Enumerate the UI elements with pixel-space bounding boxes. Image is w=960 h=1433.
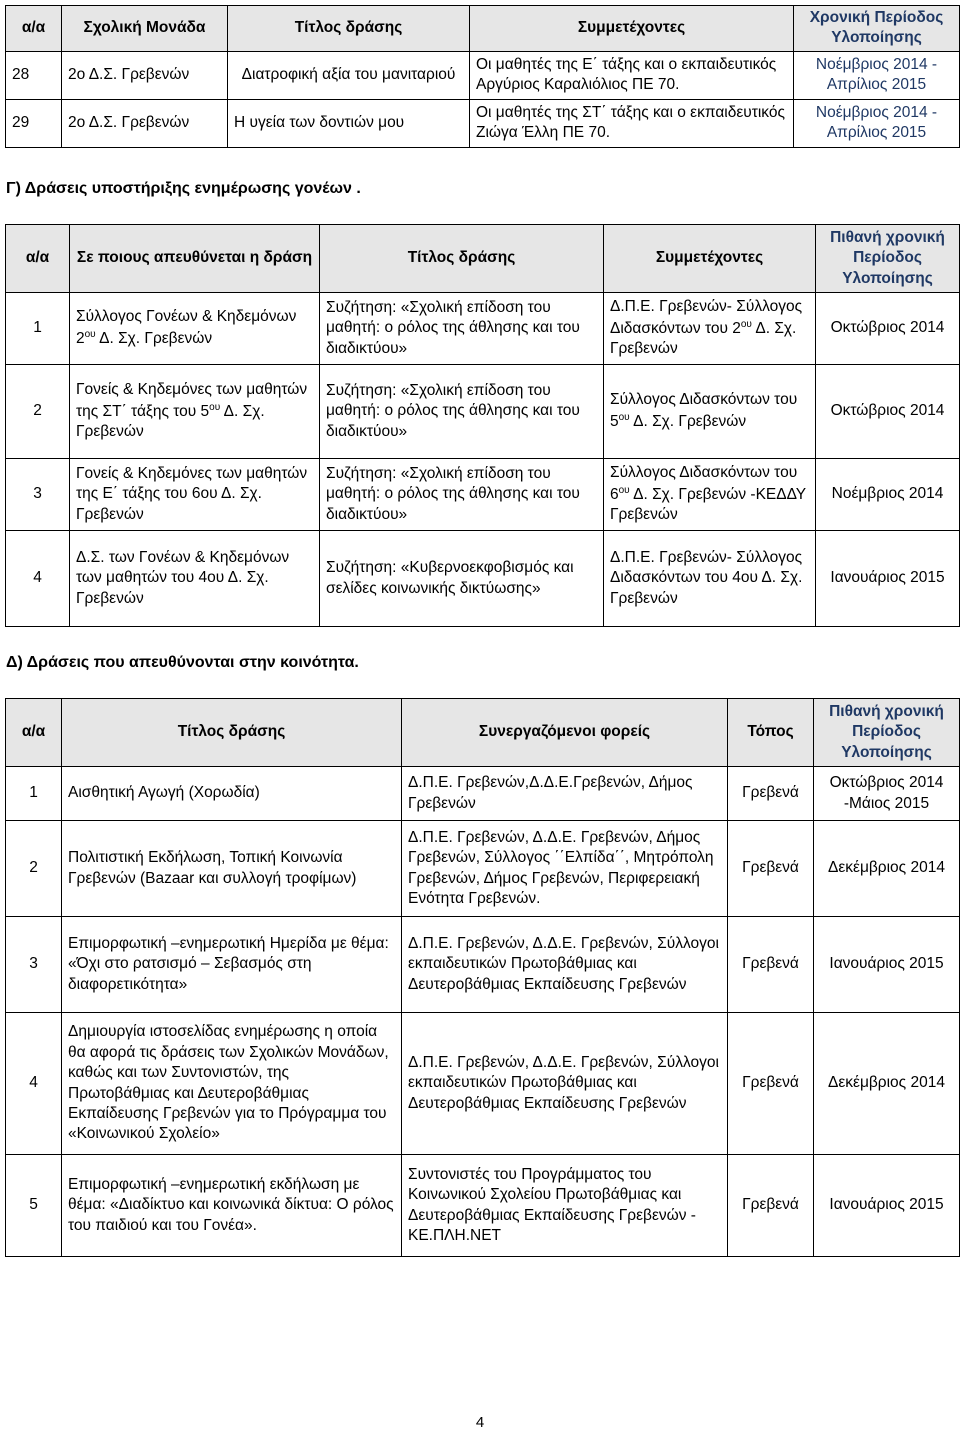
- row-period: Ιανουάριος 2015: [814, 917, 960, 1013]
- row-target: Δ.Σ. των Γονέων & Κηδεμόνων των μαθητών του 4ου Δ. Σχ. Γρεβενών: [70, 531, 320, 627]
- row-title: Δημιουργία ιστοσελίδας ενημέρωσης η οποία θα αφορά τις δράσεις των Σχολικών Μονάδων, καθώς και των Συντονιστών, της Πρωτοβάθμιας και Δευτεροβάθμιας Εκπαίδευσης Γρεβενών για το Πρόγραμμα του «Κοινωνικού Σχολείο»: [62, 1013, 402, 1155]
- row-title: Συζήτηση: «Σχολική επίδοση του μαθητή: ο ρόλος της άθλησης και του διαδικτύου»: [320, 459, 604, 531]
- row-target: Γονείς & Κηδεμόνες των μαθητών της Ε΄ τάξης του 6ου Δ. Σχ. Γρεβενών: [70, 459, 320, 531]
- row-partners: Δ.Π.Ε. Γρεβενών, Δ.Δ.Ε. Γρεβενών, Δήμος Γρεβενών, Σύλλογος ΄΄Ελπίδα΄΄, Μητρόπολη Γρεβενών, Δήμος Γρεβενών, Περιφερειακή Ενότητα Γρεβενών.: [402, 821, 728, 917]
- parents-actions-table: [5, 224, 960, 627]
- row-num: 4: [6, 531, 70, 627]
- row-title: Συζήτηση: «Σχολική επίδοση του μαθητή: ο ρόλος της άθλησης και του διαδικτύου»: [320, 365, 604, 459]
- row-period: Νοέμβριος 2014 - Απρίλιος 2015: [794, 99, 960, 147]
- row-period: Νοέμβριος 2014 - Απρίλιος 2015: [794, 51, 960, 99]
- col-header-school: Σχολική Μονάδα: [62, 6, 228, 52]
- row-target: Σύλλογος Γονέων & Κηδεμόνων $2^{o\upsilon}$ Δ. Σχ. Γρεβενών: [70, 293, 320, 365]
- table-row: [6, 99, 960, 147]
- row-title: Διατροφική αξία του μανιταριού: [228, 51, 470, 99]
- row-partners: Δ.Π.Ε. Γρεβενών,Δ.Δ.Ε.Γρεβενών, Δήμος Γρεβενών: [402, 767, 728, 821]
- col-header-period: Πιθανή χρονική Περίοδος Υλοποίησης: [816, 225, 960, 293]
- row-num: 1: [6, 293, 70, 365]
- table-row: [6, 1155, 960, 1257]
- row-partners: Δ.Π.Ε. Γρεβενών, Δ.Δ.Ε. Γρεβενών, Σύλλογοι εκπαιδευτικών Πρωτοβάθμιας και Δευτεροβάθμιας Εκπαίδευσης Γρεβενών: [402, 917, 728, 1013]
- row-school: 2ο Δ.Σ. Γρεβενών: [62, 99, 228, 147]
- row-title: Αισθητική Αγωγή (Χορωδία): [62, 767, 402, 821]
- row-period: Νοέμβριος 2014: [816, 459, 960, 531]
- col-header-participants: Συμμετέχοντες: [470, 6, 794, 52]
- table-row: [6, 293, 960, 365]
- community-actions-table: [5, 698, 960, 1257]
- table-row: [6, 1013, 960, 1155]
- col-header-partners: Συνεργαζόμενοι φορείς: [402, 699, 728, 767]
- row-num: 4: [6, 1013, 62, 1155]
- table-row: [6, 917, 960, 1013]
- row-title: Επιμορφωτική –ενημερωτική εκδήλωση με θέμα: «Διαδίκτυο και κοινωνικά δίκτυα: Ο ρόλος του παιδιού και του Γονέα».: [62, 1155, 402, 1257]
- row-partners: Συντονιστές του Προγράμματος του Κοινωνικού Σχολείου Πρωτοβάθμιας και Δευτεροβάθμιας Εκπαίδευσης Γρεβενών - ΚΕ.ΠΛΗ.ΝΕΤ: [402, 1155, 728, 1257]
- row-num: 29: [6, 99, 62, 147]
- col-header-period: Πιθανή χρονική Περίοδος Υλοποίησης: [814, 699, 960, 767]
- row-num: 5: [6, 1155, 62, 1257]
- row-num: 1: [6, 767, 62, 821]
- row-period: Δεκέμβριος 2014: [814, 821, 960, 917]
- row-place: Γρεβενά: [728, 821, 814, 917]
- row-title: Η υγεία των δοντιών μου: [228, 99, 470, 147]
- row-num: 3: [6, 917, 62, 1013]
- row-num: 2: [6, 821, 62, 917]
- row-place: Γρεβενά: [728, 1155, 814, 1257]
- col-header-title: Τίτλος δράσης: [320, 225, 604, 293]
- table-row: [6, 767, 960, 821]
- table-row: [6, 459, 960, 531]
- row-title: Συζήτηση: «Σχολική επίδοση του μαθητή: ο ρόλος της άθλησης και του διαδικτύου»: [320, 293, 604, 365]
- col-header-period: Χρονική Περίοδος Υλοποίησης: [794, 6, 960, 52]
- row-school: 2ο Δ.Σ. Γρεβενών: [62, 51, 228, 99]
- page-number: 4: [475, 1414, 485, 1431]
- row-period: Οκτώβριος 2014 -Μάιος 2015: [814, 767, 960, 821]
- row-num: 28: [6, 51, 62, 99]
- row-place: Γρεβενά: [728, 1013, 814, 1155]
- table-row: [6, 365, 960, 459]
- col-header-title: Τίτλος δράσης: [228, 6, 470, 52]
- col-header-title: Τίτλος δράσης: [62, 699, 402, 767]
- row-period: Ιανουάριος 2015: [814, 1155, 960, 1257]
- row-participants: Δ.Π.Ε. Γρεβενών- Σύλλογος Διδασκόντων του 4ου Δ. Σχ. Γρεβενών: [604, 531, 816, 627]
- row-place: Γρεβενά: [728, 767, 814, 821]
- section-heading-parents: Γ) Δράσεις υποστήριξης ενημέρωσης γονέων .: [6, 180, 361, 197]
- row-title: Επιμορφωτική –ενημερωτική Ημερίδα με θέμα: «Όχι στο ρατσισμό – Σεβασμός στη διαφορετικότητα»: [62, 917, 402, 1013]
- col-header-num: α/α: [6, 6, 62, 52]
- table-row: [6, 821, 960, 917]
- actions-table-continued: [5, 5, 960, 148]
- col-header-num: α/α: [6, 225, 70, 293]
- table-row: [6, 51, 960, 99]
- table-row: [6, 531, 960, 627]
- row-participants: Οι μαθητές της Ε΄ τάξης και ο εκπαιδευτικός Αργύριος Καραλιόλιος ΠΕ 70.: [470, 51, 794, 99]
- col-header-participants: Συμμετέχοντες: [604, 225, 816, 293]
- row-num: 3: [6, 459, 70, 531]
- row-period: Οκτώβριος 2014: [816, 293, 960, 365]
- row-participants: Οι μαθητές της ΣΤ΄ τάξης και ο εκπαιδευτικός Ζιώγα Έλλη ΠΕ 70.: [470, 99, 794, 147]
- row-period: Ιανουάριος 2015: [816, 531, 960, 627]
- row-participants: Δ.Π.Ε. Γρεβενών- Σύλλογος Διδασκόντων του $2^{o\upsilon}$ Δ. Σχ. Γρεβενών: [604, 293, 816, 365]
- row-participants: Σύλλογος Διδασκόντων του $6^{o\upsilon}$ Δ. Σχ. Γρεβενών -ΚΕΔΔΥ Γρεβενών: [604, 459, 816, 531]
- row-participants: Σύλλογος Διδασκόντων του $5^{o\upsilon}$ Δ. Σχ. Γρεβενών: [604, 365, 816, 459]
- row-period: Οκτώβριος 2014: [816, 365, 960, 459]
- col-header-num: α/α: [6, 699, 62, 767]
- row-title: Συζήτηση: «Κυβερνοεκφοβισμός και σελίδες κοινωνικής δικτύωσης»: [320, 531, 604, 627]
- col-header-target: Σε ποιους απευθύνεται η δράση: [70, 225, 320, 293]
- row-place: Γρεβενά: [728, 917, 814, 1013]
- row-partners: Δ.Π.Ε. Γρεβενών, Δ.Δ.Ε. Γρεβενών, Σύλλογοι εκπαιδευτικών Πρωτοβάθμιας και Δευτεροβάθμιας Εκπαίδευσης Γρεβενών: [402, 1013, 728, 1155]
- row-num: 2: [6, 365, 70, 459]
- row-period: Δεκέμβριος 2014: [814, 1013, 960, 1155]
- row-title: Πολιτιστική Εκδήλωση, Τοπική Κοινωνία Γρεβενών (Bazaar και συλλογή τροφίμων): [62, 821, 402, 917]
- col-header-place: Τόπος: [728, 699, 814, 767]
- row-target: Γονείς & Κηδεμόνες των μαθητών της ΣΤ΄ τάξης του $5^{o\upsilon}$ Δ. Σχ. Γρεβενών: [70, 365, 320, 459]
- section-heading-community: Δ) Δράσεις που απευθύνονται στην κοινότητα.: [6, 654, 359, 671]
